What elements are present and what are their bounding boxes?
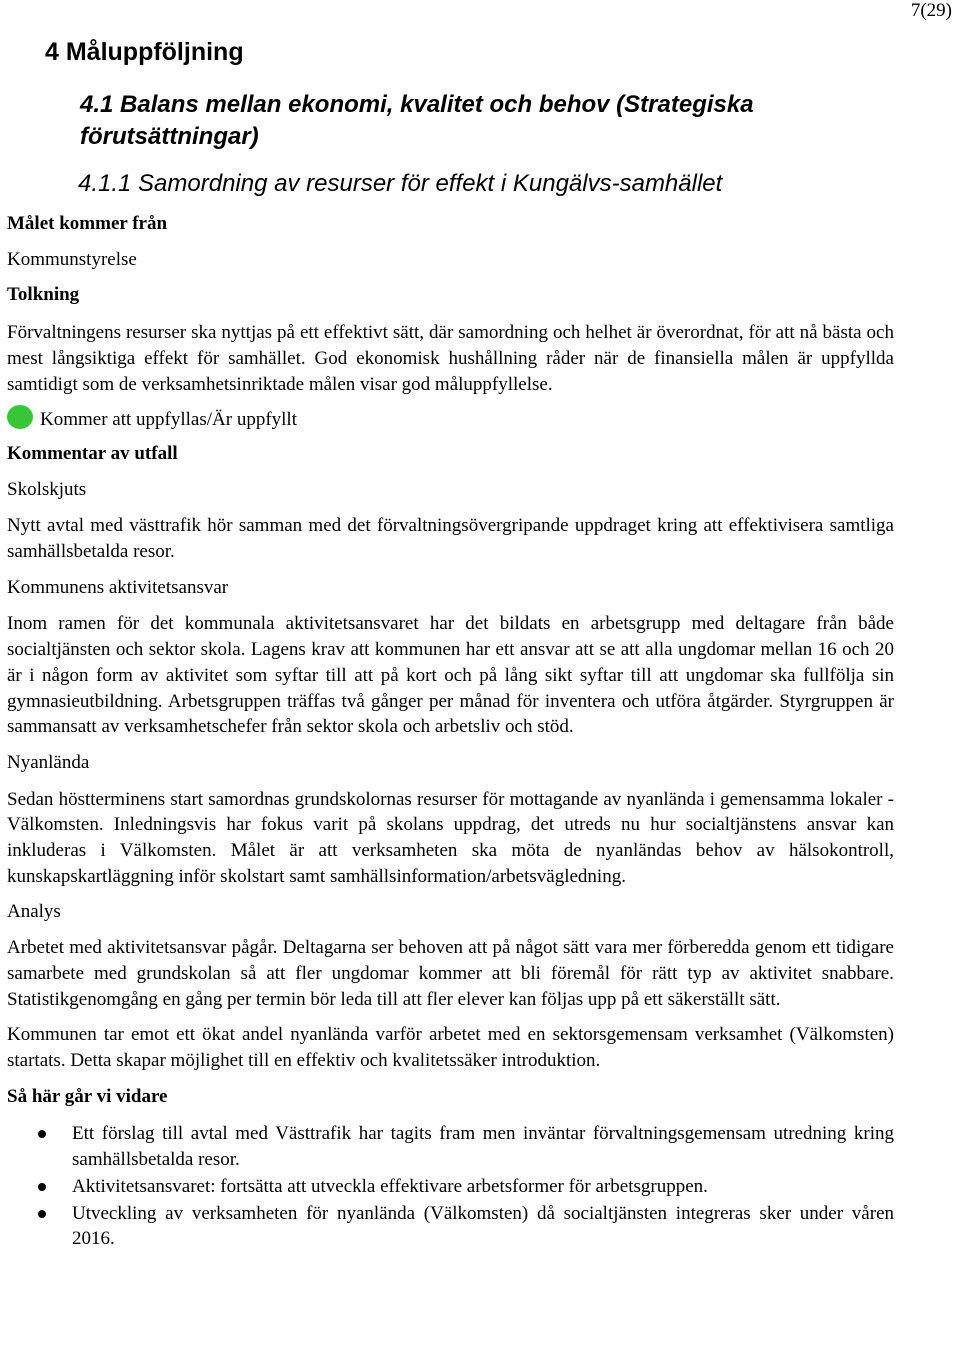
next-steps-list [7,1121,894,1252]
list-item [7,1174,894,1200]
analysis-paragraph: Arbetet med aktivitetsansvar pågår. Deltagarna ser behoven att på något sätt vara mer förberedda genom ett tidigare samarbete med grundskolan så att fler ungdomar kommer att bli föremål för rätt typ av aktivitet snabbare. Statistikgenomgång en gång per termin bör leda till att fler elever kan följas upp på ett säkerställt sätt. [7,937,894,1010]
comment-section-title: Skolskjuts [7,478,87,500]
bullet-icon [38,1130,46,1138]
next-steps-label: Så här går vi vidare [7,1085,168,1107]
bullet-icon [38,1210,46,1218]
analysis-label: Analys [7,901,61,923]
document-body [7,211,894,1253]
list-item [7,1121,894,1172]
goal-origin-value: Kommunstyrelse [7,248,137,270]
list-item-text: Aktivitetsansvaret: fortsätta att utveckla effektivare arbetsformer för arbetsgruppen. [72,1175,708,1197]
bullet-icon [38,1183,46,1191]
comment-section-text: Inom ramen för det kommunala aktivitetsansvaret har det bildats en arbetsgrupp med deltagare från både socialtjänsten och sektor skola. Lagens krav att kommunen har ett ansvar att se att alla ungdomar mellan 16 och 20 är i någon form av aktivitet som syftar till att på kort och på lång sikt syftar till att ungdomar ska fullfölja sin gymnasieutbildning. Arbetsgruppen träffas två gånger per månad för inventera och utföra åtgärder. Styrgruppen är sammansatt av verksamhetschefer från sektor skola och arbetsliv och stöd. [7,613,894,738]
status-text: Kommer att uppfyllas/Är uppfyllt [40,409,297,431]
comment-section-title: Nyanlända [7,751,90,773]
comment-section-text: Nytt avtal med västtrafik hör samman med det förvaltningsövergripande uppdraget kring att effektivisera samtliga samhällsbetalda resor. [7,515,894,563]
status-dot-icon [7,405,33,429]
subsection-heading: 4.1 Balans mellan ekonomi, kvalitet och behov (Strategiska förutsättningar) [80,91,754,150]
goal-heading: 4.1.1 Samordning av resurser för effekt i Kungälvs-samhället [78,170,723,197]
comment-section-text: Sedan höstterminens start samordnas grundskolornas resurser för mottagande av nyanlända i gemensamma lokaler - Välkomsten. Inledningsvis har fokus varit på skolans uppdrag, det utreds nu hur socialtjänstens ansvar kan inkluderas i Välkomsten. Målet är att verksamheten ska möta de nyanländas behov av hälsokontroll, kunskapskartläggning inför skolstart samt samhällsinformation/arbetsvägledning. [7,788,894,887]
comment-label: Kommentar av utfall [7,442,178,464]
interpretation-label: Tolkning [7,284,80,306]
page-number: 7(29) [910,0,952,21]
interpretation-text: Förvaltningens resurser ska nyttjas på ett effektivt sätt, där samordning och helhet är överordnat, för att nå bästa och mest långsiktiga effekt för samhället. God ekonomisk hushållning råder när de finansiella målen är uppfyllda samtidigt som de verksamhetsinriktade målen visar god måluppfyllelse. [7,322,894,395]
list-item [7,1201,894,1252]
section-heading: 4 Måluppföljning [45,38,244,66]
status-indicator [7,407,894,433]
comment-section-title: Kommunens aktivitetsansvar [7,576,229,598]
list-item-text: Ett förslag till avtal med Västtrafik har tagits fram men inväntar förvaltningsgemensam utredning kring samhällsbetalda resor. [72,1123,894,1171]
analysis-paragraph: Kommunen tar emot ett ökat andel nyanlända varför arbetet med en sektorsgemensam verksamhet (Välkomsten) startats. Detta skapar möjlighet till en effektiv och kvalitetssäker introduktion. [7,1024,894,1071]
goal-origin-label: Målet kommer från [7,213,168,234]
list-item-text: Utveckling av verksamheten för nyanlända (Välkomsten) då socialtjänsten integreras sker under våren 2016. [72,1202,894,1250]
